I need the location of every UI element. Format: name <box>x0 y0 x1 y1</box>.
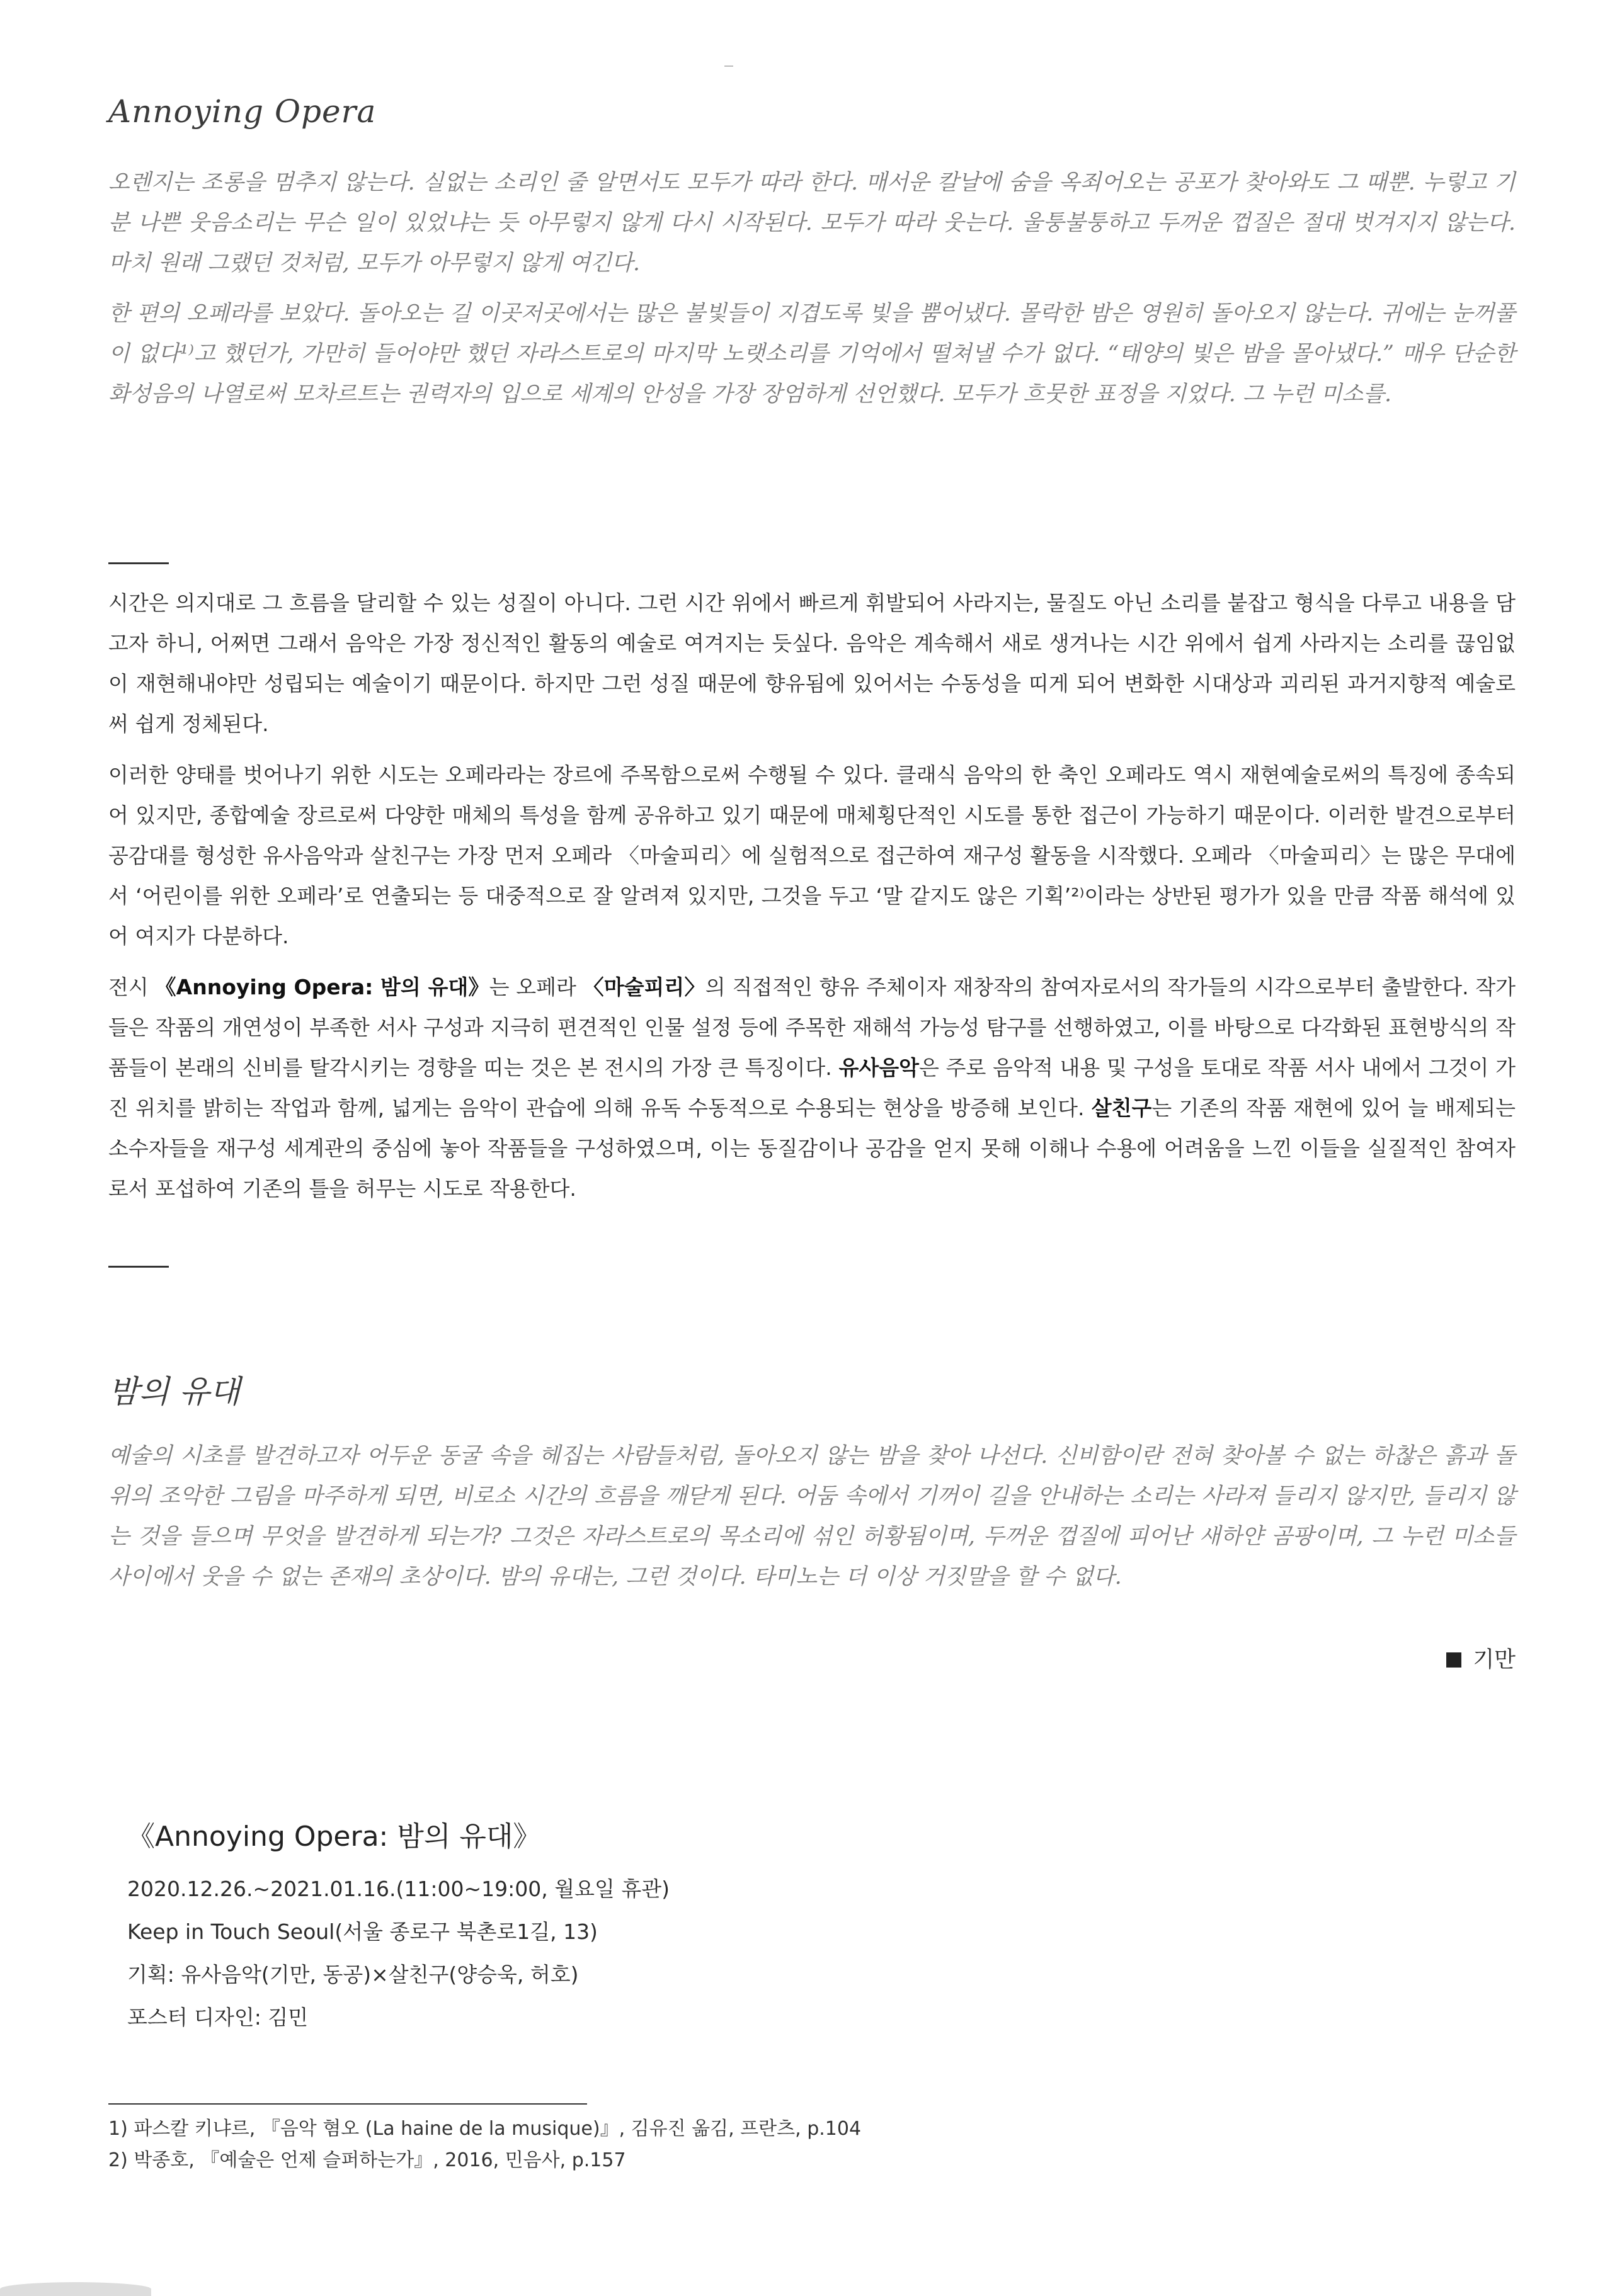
scan-edge-mark <box>0 2282 151 2296</box>
body-paragraph-1: 시간은 의지대로 그 흐름을 달리할 수 있는 성질이 아니다. 그런 시간 위에서 빠르게 휘발되어 사라지는, 물질도 아닌 소리를 붙잡고 형식을 다루고 내용을 담고자 하니, 어쩌면 그래서 음악은 가장 정신적인 활동의 예술로 여겨지는 듯싶다. 음악은 계속해서 새로 생겨나는 시간 위에서 쉽게 사라지는 소리를 끊임없이 재현해내야만 성립되는 예술이기 때문이다. 하지만 그런 성질 때문에 향유됨에 있어서는 수동성을 띠게 되어 변화한 시대상과 괴리된 과거지향적 예술로써 쉽게 정체된다. <box>108 591 1516 736</box>
exhibition-poster-designer: 포스터 디자인: 김민 <box>127 2005 309 2030</box>
signature-text: 기만 <box>1473 1647 1516 1673</box>
exhibition-planning: 기획: 유사음악(기만, 동공)×살친구(양승욱, 허호) <box>127 1962 579 1987</box>
text-span: 전시 <box>108 975 156 999</box>
body-paragraph-2: 이러한 양태를 벗어나기 위한 시도는 오페라라는 장르에 주목함으로써 수행될 수 있다. 클래식 음악의 한 축인 오페라도 역시 재현예술로써의 특징에 종속되어 있지만, 종합예술 장르로써 다양한 매체의 특성을 함께 공유하고 있기 때문에 매체횡단적인 시도를 통한 접근이 가능하기 때문이다. 이러한 발견으로부터 공감대를 형성한 유사음악과 살친구는 가장 먼저 오페라 〈마술피리〉에 실험적으로 접근하여 재구성 활동을 시작했다. 오페라 〈마술피리〉는 많은 무대에서 ‘어린이를 위한 오페라’로 연출되는 등 대중적으로 잘 알려져 있지만, 그것을 두고 ‘말 같지도 않은 기획’²⁾이라는 상반된 평가가 있을 만큼 작품 해석에 있어 여지가 다분하다. <box>108 763 1516 948</box>
text-span: 는 오페라 <box>489 975 583 999</box>
body-paragraph-3 <box>108 967 1516 1209</box>
text-span: 는 기존의 작품 재현에 있어 늘 배제되는 소수자들을 재구성 세계관의 중심에 놓아 작품들을 구성하였으며, 이는 동질감이나 공감을 얻지 못해 이해나 수용에 어려움을 느낀 이들을 실질적인 참여자로서 포섭하여 기존의 틀을 허무는 시도로 작용한다. <box>108 1096 1516 1201</box>
section-divider <box>108 1266 169 1268</box>
footnote-divider <box>108 2103 587 2105</box>
footnote-1: 1) 파스칼 키냐르, 『음악 혐오 (La haine de la musique)』, 김유진 옮김, 프란츠, p.104 <box>108 2118 862 2140</box>
scan-mark <box>724 65 733 67</box>
italic-paragraph-night: 예술의 시초를 발견하고자 어두운 동굴 속을 헤집는 사람들처럼, 돌아오지 않는 밤을 찾아 나선다. 신비함이란 전혀 찾아볼 수 없는 하찮은 흙과 돌 위의 조악한 그림을 마주하게 되면, 비로소 시간의 흐름을 깨닫게 된다. 어둠 속에서 기꺼이 길을 안내하는 소리는 사라져 들리지 않지만, 들리지 않는 것을 들으며 무엇을 발견하게 되는가? 그것은 자라스트로의 목소리에 섞인 허황됨이며, 두꺼운 껍질에 피어난 새하얀 곰팡이며, 그 누런 미소들 사이에서 웃을 수 없는 존재의 초상이다. 밤의 유대는, 그런 것이다. 타미노는 더 이상 거짓말을 할 수 없다. <box>108 1443 1516 1589</box>
square-bullet-icon <box>1446 1652 1461 1668</box>
artist-name-bold: 살친구 <box>1091 1096 1152 1120</box>
text-span: 은 주로 음악적 내용 및 구성을 토대로 작품 서사 내에서 그것이 가진 위치를 밝히는 작업과 함께, 넓게는 음악이 관습에 의해 유독 수동적으로 수용되는 현상을 방증해 보인다. <box>108 1055 1516 1120</box>
exhibition-name-bold: 《Annoying Opera: 밤의 유대》 <box>155 975 489 999</box>
opera-name-bold: 〈마술피리〉 <box>583 975 705 999</box>
italic-paragraph-opera: 한 편의 오페라를 보았다. 돌아오는 길 이곳저곳에서는 많은 불빛들이 지겹도록 빛을 뿜어냈다. 몰락한 밤은 영원히 돌아오지 않는다. 귀에는 눈꺼풀이 없다¹⁾고 했던가, 가만히 들어야만 했던 자라스트로의 마지막 노랫소리를 기억에서 떨쳐낼 수가 없다. “태양의 빛은 밤을 몰아냈다.” 매우 단순한 화성음의 나열로써 모차르트는 권력자의 입으로 세계의 안성을 가장 장엄하게 선언했다. 모두가 흐뭇한 표정을 지었다. 그 누런 미소를. <box>108 301 1516 407</box>
italic-paragraph-orange: 오렌지는 조롱을 멈추지 않는다. 실없는 소리인 줄 알면서도 모두가 따라 한다. 매서운 칼날에 숨을 옥죄어오는 공포가 찾아와도 그 때뿐. 누렇고 기분 나쁜 웃음소리는 무슨 일이 있었냐는 듯 아무렇지 않게 다시 시작된다. 모두가 따라 웃는다. 울퉁불퉁하고 두꺼운 껍질은 절대 벗겨지지 않는다. 마치 원래 그랬던 것처럼, 모두가 아무렇지 않게 여긴다. <box>108 170 1516 276</box>
section-divider <box>108 562 169 564</box>
exhibition-dates: 2020.12.26.~2021.01.16.(11:00~19:00, 월요일 휴관) <box>127 1877 670 1901</box>
section-title-annoying-opera: Annoying Opera <box>108 93 377 130</box>
exhibition-info <box>127 1814 670 2039</box>
section-title-night-bond: 밤의 유대 <box>108 1373 241 1410</box>
author-signature <box>1446 1642 1516 1674</box>
text-span: 의 직접적인 향유 주체이자 재창작의 참여자로서의 작가들의 시각으로부터 출발한다. 작가들은 작품의 개연성이 부족한 서사 구성과 지극히 편견적인 인물 설정 등에 주목한 재해석 가능성 탐구를 선행하였고, 이를 바탕으로 다각화된 표현방식의 작품들이 본래의 신비를 탈각시키는 경향을 띠는 것은 본 전시의 가장 큰 특징이다. <box>108 975 1516 1080</box>
footnote-2: 2) 박종호, 『예술은 언제 슬퍼하는가』, 2016, 민음사, p.157 <box>108 2149 626 2171</box>
footnotes <box>108 2113 861 2176</box>
artist-name-bold: 유사음악 <box>838 1055 920 1080</box>
exhibition-title: 《Annoying Opera: 밤의 유대》 <box>127 1821 541 1853</box>
exhibition-venue: Keep in Touch Seoul(서울 종로구 북촌로1길, 13) <box>127 1919 598 1944</box>
